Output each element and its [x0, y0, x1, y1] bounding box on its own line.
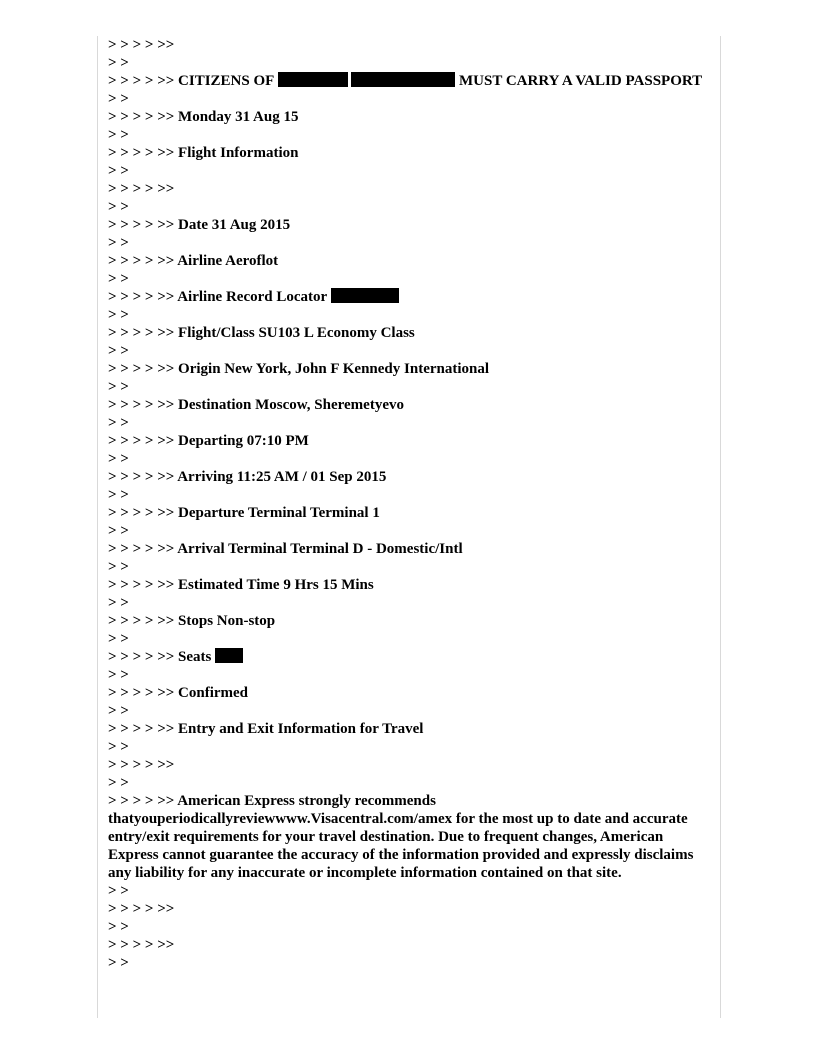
confirmed-status: > > > > >> Confirmed [108, 685, 249, 701]
quote-line: > > [108, 307, 129, 323]
quote-line: > > [108, 667, 129, 683]
quote-line: > > [108, 631, 129, 647]
citizens-prefix: > > > > >> CITIZENS OF [108, 73, 274, 89]
seats-line [108, 648, 710, 666]
quote-line: > > [108, 487, 129, 503]
quote-line: > > [108, 415, 129, 431]
section-heading: > > > > >> Entry and Exit Information for Travel [108, 721, 424, 737]
flight-airline: > > > > >> Airline Aeroflot [108, 253, 279, 269]
record-locator-label: > > > > >> Airline Record Locator [108, 289, 327, 305]
quote-line: > > [108, 451, 129, 467]
arrival-terminal: > > > > >> Arrival Terminal Terminal D - Domestic/Intl [108, 541, 463, 557]
quote-line: > > [108, 343, 129, 359]
quote-line: > > [108, 703, 129, 719]
quote-line: > > [108, 739, 129, 755]
quote-line: > > [108, 523, 129, 539]
quote-line: > > [108, 883, 129, 899]
redaction-box [215, 648, 243, 663]
flight-origin: > > > > >> Origin New York, John F Kennedy International [108, 361, 490, 377]
quote-line: > > > > >> [108, 181, 175, 197]
quote-line: > > > > >> [108, 757, 175, 773]
flight-departing: > > > > >> Departing 07:10 PM [108, 433, 309, 449]
section-heading: > > > > >> Flight Information [108, 145, 299, 161]
date-heading: > > > > >> Monday 31 Aug 15 [108, 109, 299, 125]
quote-line: > > [108, 379, 129, 395]
redaction-box [351, 72, 455, 87]
flight-destination: > > > > >> Destination Moscow, Sheremetyevo [108, 397, 404, 413]
quote-line: > > [108, 163, 129, 179]
redaction-box [331, 288, 399, 303]
quote-line: > > [108, 199, 129, 215]
departure-terminal: > > > > >> Departure Terminal Terminal 1 [108, 505, 380, 521]
estimated-time: > > > > >> Estimated Time 9 Hrs 15 Mins [108, 577, 374, 593]
quote-line: > > [108, 559, 129, 575]
flight-arriving: > > > > >> Arriving 11:25 AM / 01 Sep 2015 [108, 469, 387, 485]
quote-line: > > [108, 235, 129, 251]
flight-stops: > > > > >> Stops Non-stop [108, 613, 276, 629]
record-locator [108, 288, 710, 306]
amex-disclaimer: > > > > >> American Express strongly recommends thatyouperiodicallyreviewwww.Visacentral.com/amex for the most up to date and accurate entry/exit requirements for your travel destination. Due to frequent changes, American Express cannot guarantee the accuracy of the information provided and expressly disclaims any liability for any inaccurate or incomplete information contained on that site. [108, 793, 698, 881]
quote-line: > > > > >> [108, 937, 175, 953]
quote-line: > > [108, 595, 129, 611]
quote-line: > > [108, 271, 129, 287]
quote-line: > > > > >> [108, 37, 175, 53]
flight-class: > > > > >> Flight/Class SU103 L Economy Class [108, 325, 415, 341]
citizens-suffix: MUST CARRY A VALID PASSPORT [459, 73, 703, 89]
redaction-box [278, 72, 348, 87]
seats-label: > > > > >> Seats [108, 649, 212, 665]
quote-line: > > [108, 775, 129, 791]
quote-line: > > [108, 919, 129, 935]
quote-line: > > > > >> [108, 901, 175, 917]
quote-line: > > [108, 127, 129, 143]
quote-line: > > [108, 91, 129, 107]
flight-date: > > > > >> Date 31 Aug 2015 [108, 217, 291, 233]
quote-line: > > [108, 955, 129, 971]
citizens-notice [108, 72, 710, 90]
quote-line: > > [108, 55, 129, 71]
email-body [108, 36, 710, 972]
